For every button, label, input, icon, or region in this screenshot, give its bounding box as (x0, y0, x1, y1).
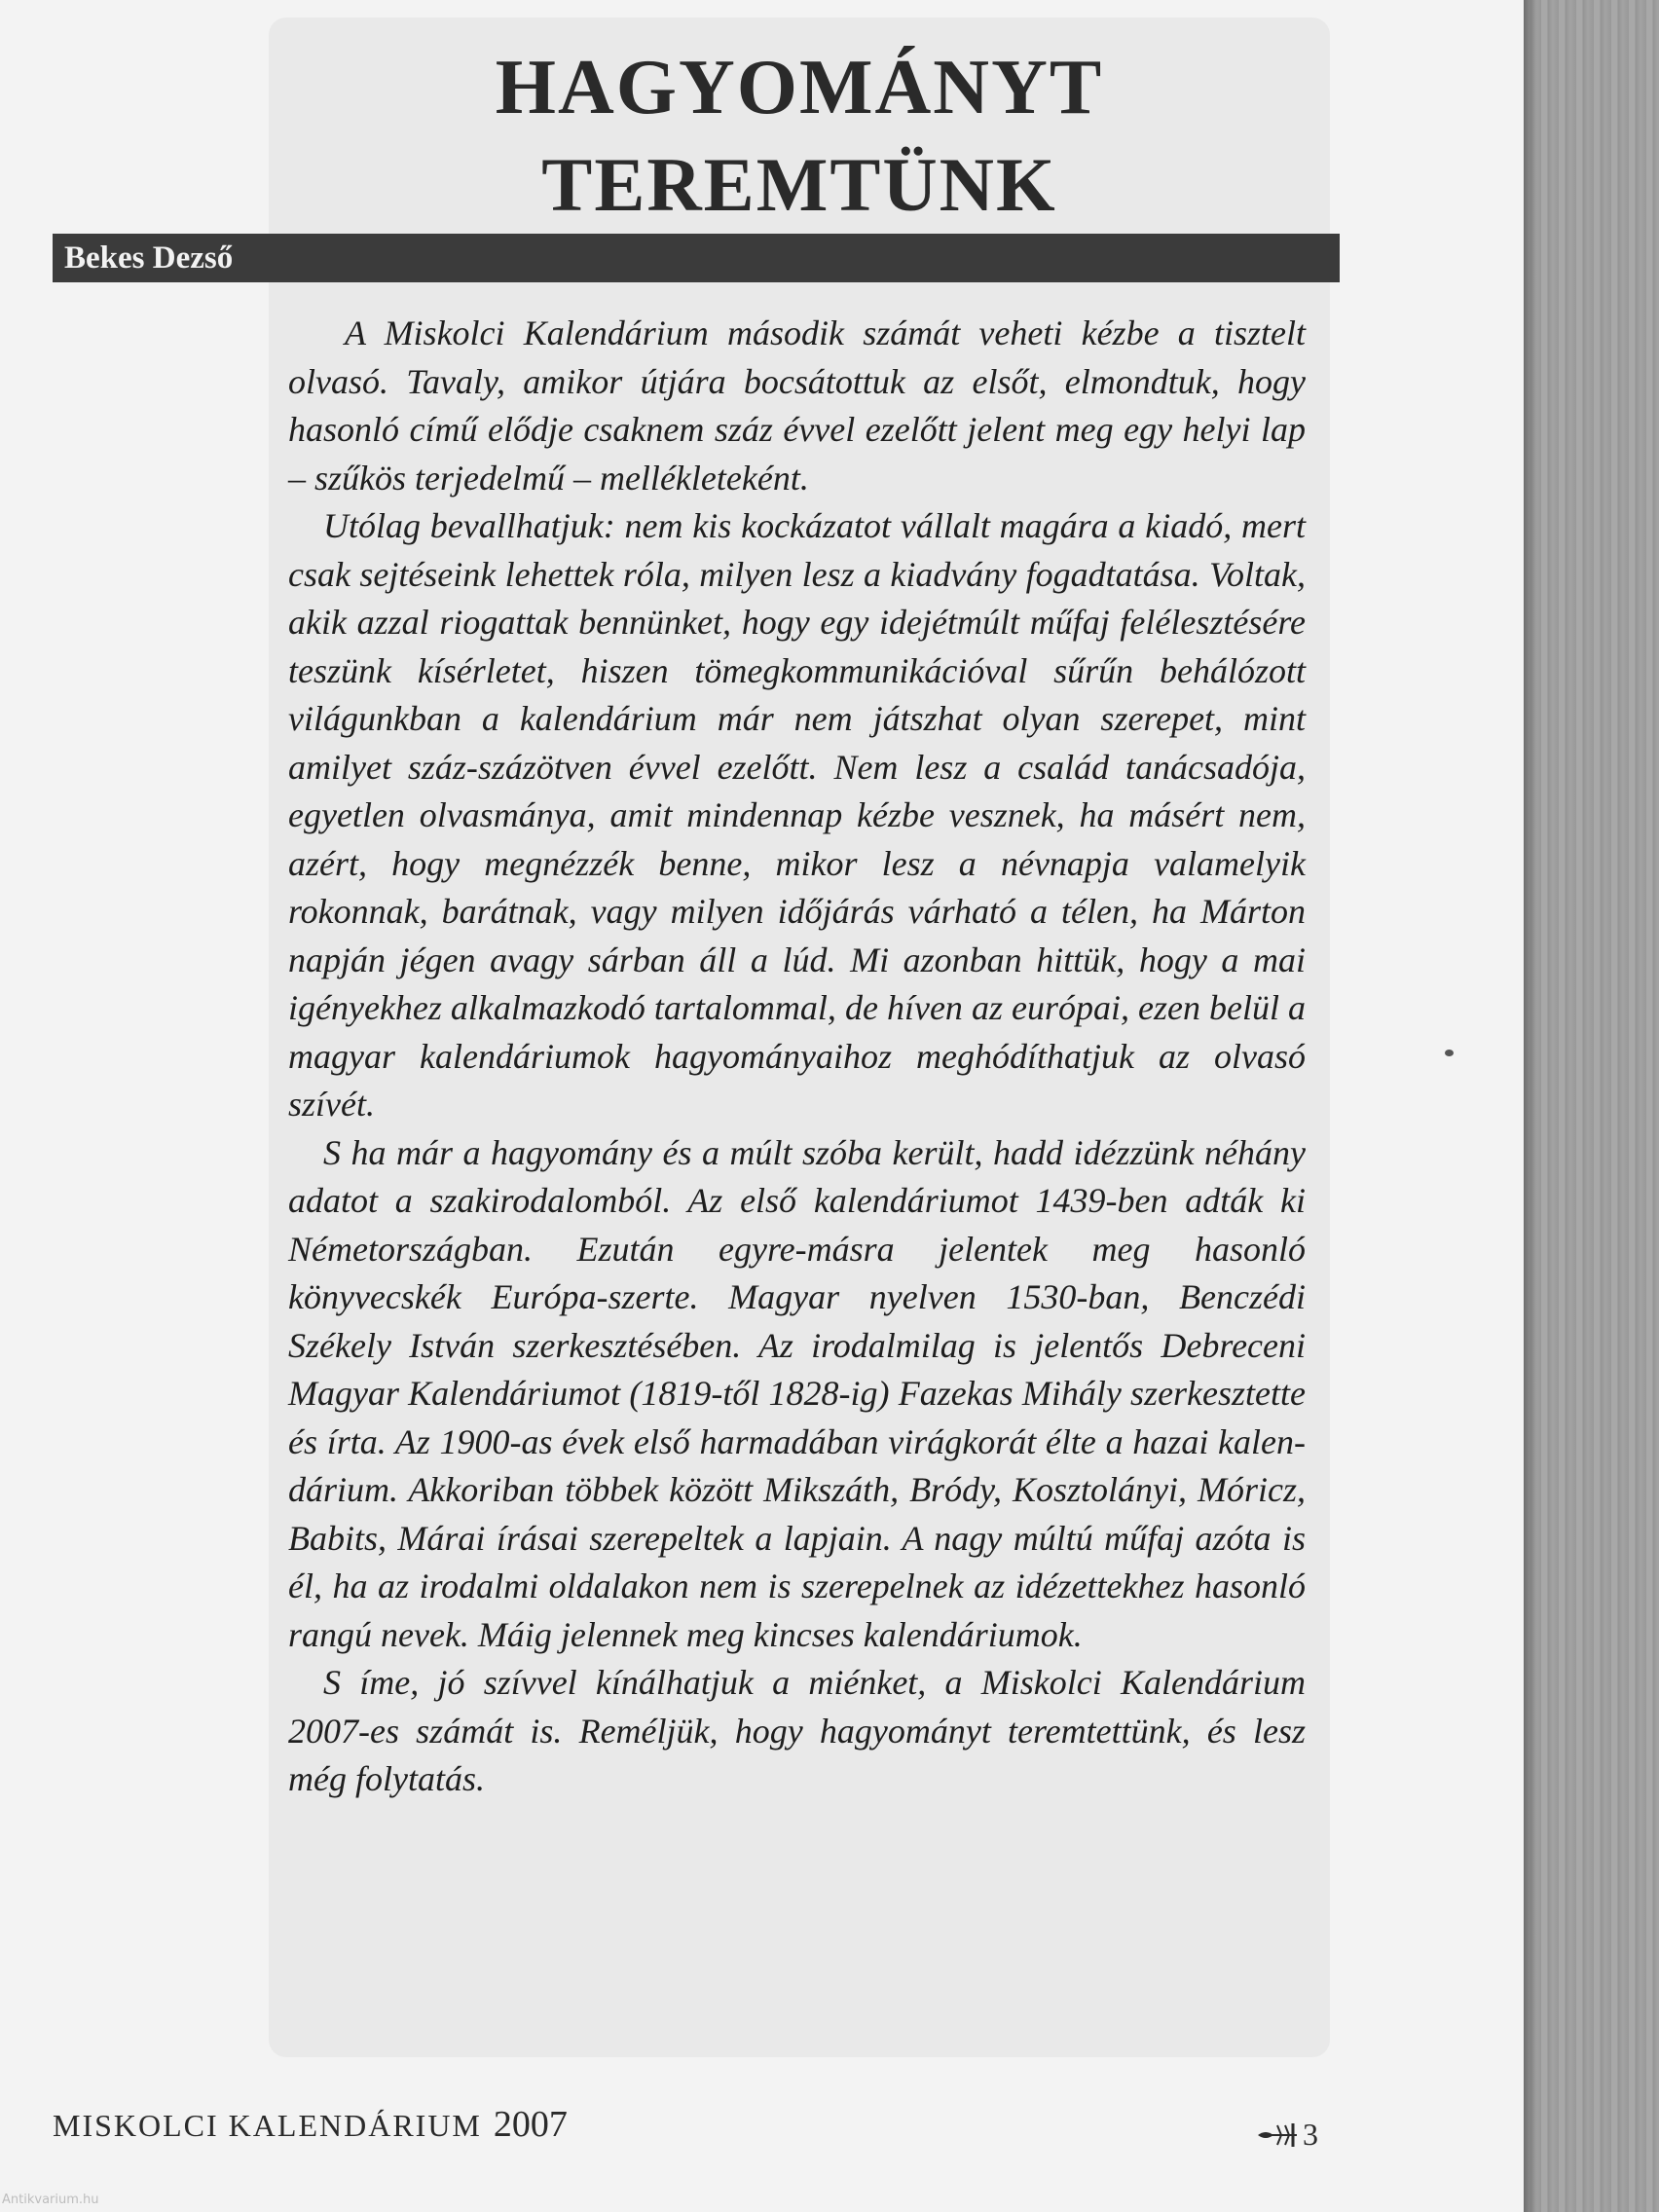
page-ornament-icon (1256, 2120, 1299, 2149)
paragraph-3: S ha már a hagyomány és a múlt szóba került, hadd idézzünk néhány adatot a szakirodalomból. Az első kalendáriumot 1439-ben adták ki Németországban. Ezután egyre-másra jelentek meg hasonló könyvecskék Európa-szerte. Magyar nyelven 1530-ban, Benczédi Székely István szerkesztésében. Az irodalmilag is jelentős Debreceni Magyar Kalendáriumot (1819-től 1828-ig) Fazekas Mihály szerkesztette és írta. Az 1900-as évek első harmadában virágkorát élte a hazai kalendárium. Akkoriban többek között Mikszáth, Bródy, Kosztolányi, Móricz, Babits, Márai írásai szerepeltek a lapjain. A nagy múltú műfaj azóta is él, ha az irodalmi oldalakon nem is szerepelnek az idézettekhez hasonló rangú nevek. Máig jelennek meg kincses kalendáriumok. (288, 1132, 1306, 1654)
paragraph-2: Utólag bevallhatjuk: nem kis kockázatot vállalt magára a kiadó, mert csak sejtéseink lehettek róla, milyen lesz a kiadvány fogadtatása. Voltak, akik azzal riogattak bennünket, hogy egy idejétmúlt műfaj felélesztésére teszünk kísérletet, hiszen tömegkommunikációval sűrűn behálózott világunkban a kalendárium már nem játszhat olyan szerepet, mint amilyet száz-százötven évvel ezelőtt. Nem lesz a család tanácsadója, egyetlen olvasmánya, amit mindennap kézbe vesznek, ha másért nem, azért, hogy megnézzék benne, mikor lesz a névnapja valamelyik rokonnak, barátnak, vagy milyen időjárás várható a télen, ha Márton napján jégen avagy sárban áll a lúd. Mi azonban hittük, hogy a mai igényekhez alkalmazkodó tartalommal, de híven az európai, ezen belül a magyar kalendáriumok hagyományaihoz meghódíthatjuk az olvasó szívét. (288, 506, 1306, 1124)
article-body (288, 310, 1306, 1804)
page-number: 3 (1303, 2116, 1318, 2152)
page-gutter-shadow (1524, 0, 1537, 2212)
print-speck (1445, 1050, 1454, 1056)
author-name: Bekes Dezső (64, 240, 234, 276)
article-title-line-2: TEREMTÜNK (541, 142, 1057, 227)
watermark: Antikvarium.hu (2, 2193, 99, 2207)
footer-year: 2007 (493, 2104, 568, 2145)
paragraph-4: S íme, jó szívvel kínálhatjuk a miénket, a Miskolci Kalendárium 2007-es számát is. Reméljük, hogy hagyományt teremtettünk, és lesz még folytatás. (288, 1663, 1306, 1798)
adjacent-page-edge (1524, 0, 1659, 2212)
footer-publication (53, 2103, 568, 2146)
author-bar (53, 234, 1340, 282)
paragraph-1: A Miskolci Kalendárium második számát veheti kézbe a tisztelt olvasó. Tavaly, amikor útjára bocsátottuk az elsőt, elmondtuk, hogy hasonló című elődje csaknem száz évvel ezelőtt jelent meg egy helyi lap – szűkös terjedelmű – mellékleteként. (288, 313, 1306, 498)
article-title-line-1: HAGYOMÁNYT (495, 45, 1104, 130)
footer-publication-title: MISKOLCI KALENDÁRIUM (53, 2108, 482, 2143)
page-number-block (1256, 2115, 1318, 2154)
